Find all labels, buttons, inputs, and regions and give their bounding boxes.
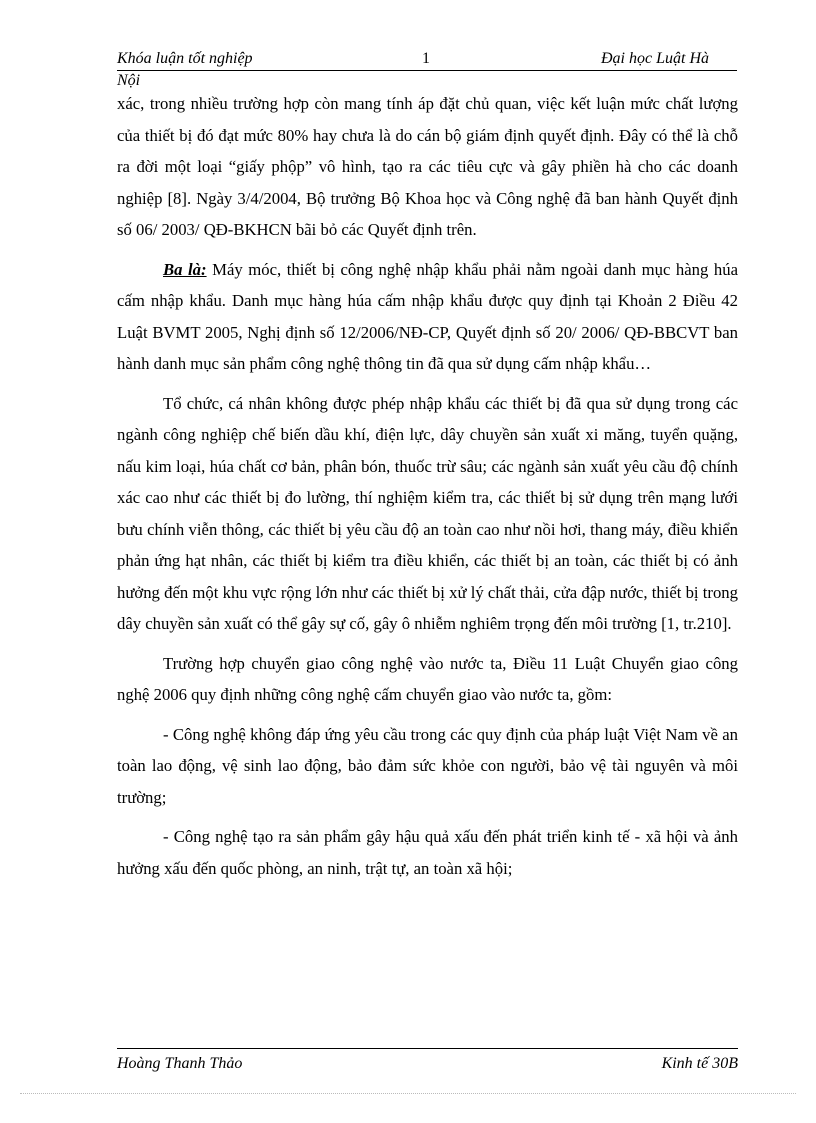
header-page-number: 1 <box>422 50 430 67</box>
paragraph-6: - Công nghệ tạo ra sản phẩm gây hậu quả xấu đến phát triển kinh tế - xã hội và ảnh hưởng xấu đến quốc phòng, an ninh, trật tự, an toàn xã hội; <box>117 827 738 878</box>
header-rule <box>117 70 737 71</box>
paragraph-2 <box>117 254 738 380</box>
paragraph-1: xác, trong nhiều trường hợp còn mang tính áp đặt chủ quan, việc kết luận mức chất lượng của thiết bị đó đạt mức 80% hay chưa là do cán bộ giám định quyết định. Đây có thể là chỗ ra đời một loại “giấy phộp” vô hình, tạo ra các tiêu cực và gây phiền hà cho các doanh nghiệp [8]. Ngày 3/4/2004, Bộ trưởng Bộ Khoa học và Công nghệ đã ban hành Quyết định số 06/ 2003/ QĐ-BKHCN bãi bỏ các Quyết định trên. <box>117 94 738 239</box>
header-thesis-title: Khóa luận tốt nghiệp <box>117 50 253 67</box>
paragraph-5: - Công nghệ không đáp ứng yêu cầu trong các quy định của pháp luật Việt Nam về an toàn lao động, vệ sinh lao động, bảo đảm sức khỏe con người, bảo vệ tài nguyên và môi trường; <box>117 724 738 807</box>
page-body <box>117 88 738 892</box>
page-edge-divider <box>20 1093 796 1094</box>
footer-rule <box>117 1048 738 1049</box>
header-university: Đại học Luật Hà <box>601 50 709 67</box>
page-header <box>117 50 737 90</box>
paragraph-3: Tổ chức, cá nhân không được phép nhập khẩu các thiết bị đã qua sử dụng trong các ngành công nghiệp chế biến dầu khí, điện lực, dây chuyền sản xuất xi măng, tuyển quặng, nấu kim loại, húa chất cơ bản, phân bón, thuốc trừ sâu; các ngành sản xuất yêu cầu độ chính xác cao như các thiết bị đo lường, thí nghiệm kiểm tra, các thiết bị sử dụng trên mạng lưới bưu chính viễn thông, các thiết bị yêu cầu độ an toàn cao như nồi hơi, thang máy, điều khiển phản ứng hạt nhân, các thiết bị kiểm tra điều khiển, các thiết bị an toàn, các thiết bị có ảnh hưởng đến một khu vực rộng lớn như các thiết bị xử lý chất thải, cửa đập nước, thiết bị trong dây chuyền sản xuất có thể gây sự cố, gây ô nhiễm nghiêm trọng đến môi trường [1, tr.210]. <box>117 393 738 633</box>
paragraph-2-body: Máy móc, thiết bị công nghệ nhập khẩu phải nằm ngoài danh mục hàng húa cấm nhập khẩu. Danh mục hàng húa cấm nhập khẩu được quy định tại Khoản 2 Điều 42 Luật BVMT 2005, Nghị định số 12/2006/NĐ-CP, Quyết định số 20/ 2006/ QĐ-BBCVT ban hành danh mục sản phẩm công nghệ thông tin đã qua sử dụng cấm nhập khẩu… <box>117 259 739 373</box>
footer-class: Kinh tế 30B <box>661 1055 738 1072</box>
page-footer <box>117 1048 738 1078</box>
header-university-wrap: Nội <box>117 72 141 89</box>
paragraph-2-lead: Ba là: <box>163 259 207 279</box>
footer-author: Hoàng Thanh Thảo <box>117 1055 243 1072</box>
paragraph-4: Trường hợp chuyển giao công nghệ vào nước ta, Điều 11 Luật Chuyển giao công nghệ 2006 quy định những công nghệ cấm chuyển giao vào nước ta, gồm: <box>117 653 738 704</box>
